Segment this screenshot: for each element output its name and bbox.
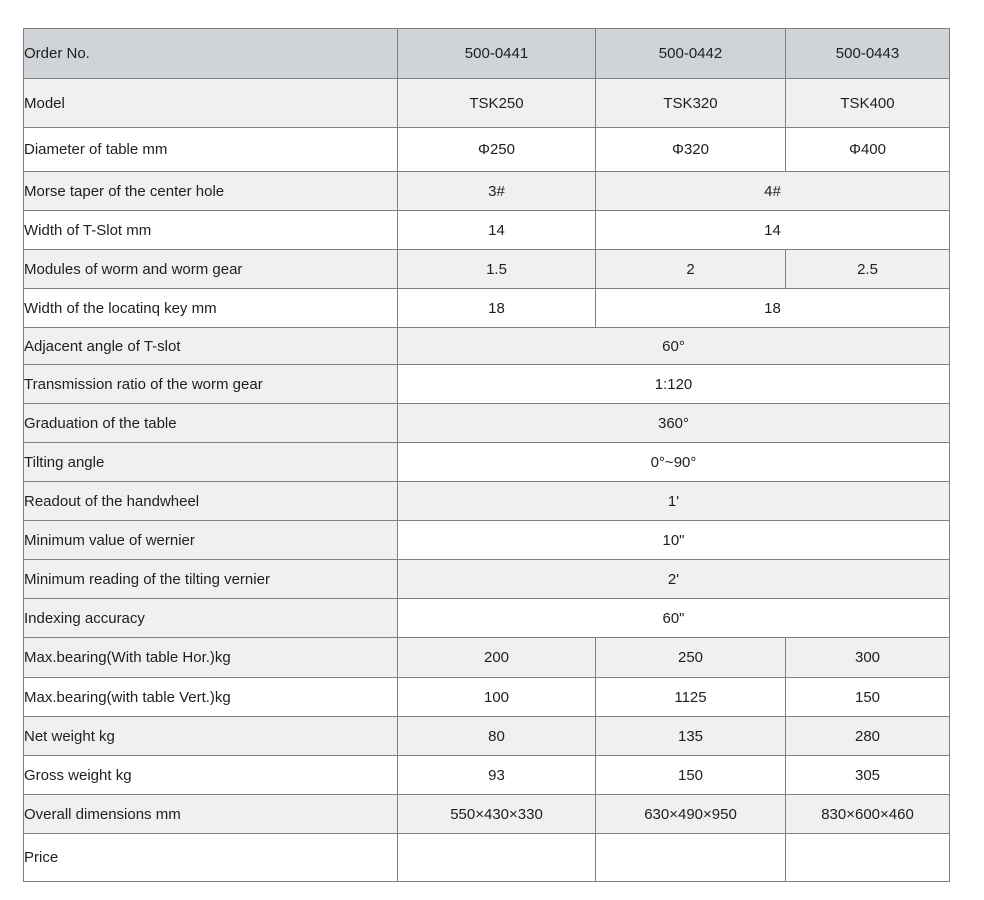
cell-value: 630×490×950: [596, 795, 786, 834]
cell-value-merged: 1': [398, 482, 950, 521]
order-no-col-3: 500-0443: [786, 29, 950, 79]
cell-value: 135: [596, 717, 786, 756]
price-cell: [398, 834, 596, 882]
cell-value: 305: [786, 756, 950, 795]
row-label: Gross weight kg: [24, 756, 398, 795]
table-row: [24, 717, 950, 756]
row-label: Net weight kg: [24, 717, 398, 756]
table-row: [24, 560, 950, 599]
table-row: [24, 756, 950, 795]
table-row: [24, 365, 950, 404]
cell-value: 150: [596, 756, 786, 795]
cell-value: Φ250: [398, 128, 596, 172]
table-row: [24, 211, 950, 250]
cell-value: 100: [398, 678, 596, 717]
cell-value: 150: [786, 678, 950, 717]
row-label: Price: [24, 834, 398, 882]
cell-value-merged: 10": [398, 521, 950, 560]
cell-value: 830×600×460: [786, 795, 950, 834]
cell-value: 3#: [398, 172, 596, 211]
cell-value-merged: 60": [398, 599, 950, 638]
row-label: Minimum reading of the tilting vernier: [24, 560, 398, 599]
row-label: Tilting angle: [24, 443, 398, 482]
cell-value: TSK250: [398, 79, 596, 128]
cell-value: 200: [398, 638, 596, 678]
order-no-col-2: 500-0442: [596, 29, 786, 79]
cell-value: 14: [398, 211, 596, 250]
table-row: [24, 795, 950, 834]
table-row: [24, 172, 950, 211]
cell-value: TSK400: [786, 79, 950, 128]
table-row: [24, 599, 950, 638]
cell-value: 300: [786, 638, 950, 678]
row-label: Width of the locatinq key mm: [24, 289, 398, 328]
row-label: Overall dimensions mm: [24, 795, 398, 834]
table-row: [24, 678, 950, 717]
row-label: Max.bearing(with table Vert.)kg: [24, 678, 398, 717]
table-row: [24, 128, 950, 172]
cell-value-merged: 2': [398, 560, 950, 599]
table-row: [24, 404, 950, 443]
row-label: Max.bearing(With table Hor.)kg: [24, 638, 398, 678]
price-cell: [596, 834, 786, 882]
cell-value: 93: [398, 756, 596, 795]
row-label: Width of T-Slot mm: [24, 211, 398, 250]
table-row: [24, 79, 950, 128]
row-label: Graduation of the table: [24, 404, 398, 443]
cell-value-merged: 14: [596, 211, 950, 250]
cell-value: 1.5: [398, 250, 596, 289]
row-label: Transmission ratio of the worm gear: [24, 365, 398, 404]
order-no-col-1: 500-0441: [398, 29, 596, 79]
row-label: Minimum value of wernier: [24, 521, 398, 560]
cell-value: 1125: [596, 678, 786, 717]
cell-value: Φ320: [596, 128, 786, 172]
table-row: [24, 328, 950, 365]
cell-value-merged: 0°~90°: [398, 443, 950, 482]
header-label: Order No.: [24, 29, 398, 79]
cell-value: Φ400: [786, 128, 950, 172]
cell-value-merged: 1:120: [398, 365, 950, 404]
row-label: Modules of worm and worm gear: [24, 250, 398, 289]
cell-value-merged: 360°: [398, 404, 950, 443]
cell-value: TSK320: [596, 79, 786, 128]
spec-table: [23, 28, 950, 882]
table-row: [24, 289, 950, 328]
cell-value: 280: [786, 717, 950, 756]
cell-value-merged: 4#: [596, 172, 950, 211]
cell-value: 18: [398, 289, 596, 328]
row-label: Indexing accuracy: [24, 599, 398, 638]
header-row: [24, 29, 950, 79]
price-cell: [786, 834, 950, 882]
table-row: [24, 443, 950, 482]
row-label: Diameter of table mm: [24, 128, 398, 172]
cell-value: 2: [596, 250, 786, 289]
table-row: [24, 482, 950, 521]
table-row: [24, 521, 950, 560]
table-row: [24, 250, 950, 289]
cell-value-merged: 18: [596, 289, 950, 328]
cell-value: 2.5: [786, 250, 950, 289]
cell-value: 550×430×330: [398, 795, 596, 834]
row-label: Readout of the handwheel: [24, 482, 398, 521]
row-label: Adjacent angle of T-slot: [24, 328, 398, 365]
row-label: Model: [24, 79, 398, 128]
row-label: Morse taper of the center hole: [24, 172, 398, 211]
table-row: [24, 834, 950, 882]
table-row: [24, 638, 950, 678]
cell-value: 250: [596, 638, 786, 678]
cell-value: 80: [398, 717, 596, 756]
cell-value-merged: 60°: [398, 328, 950, 365]
